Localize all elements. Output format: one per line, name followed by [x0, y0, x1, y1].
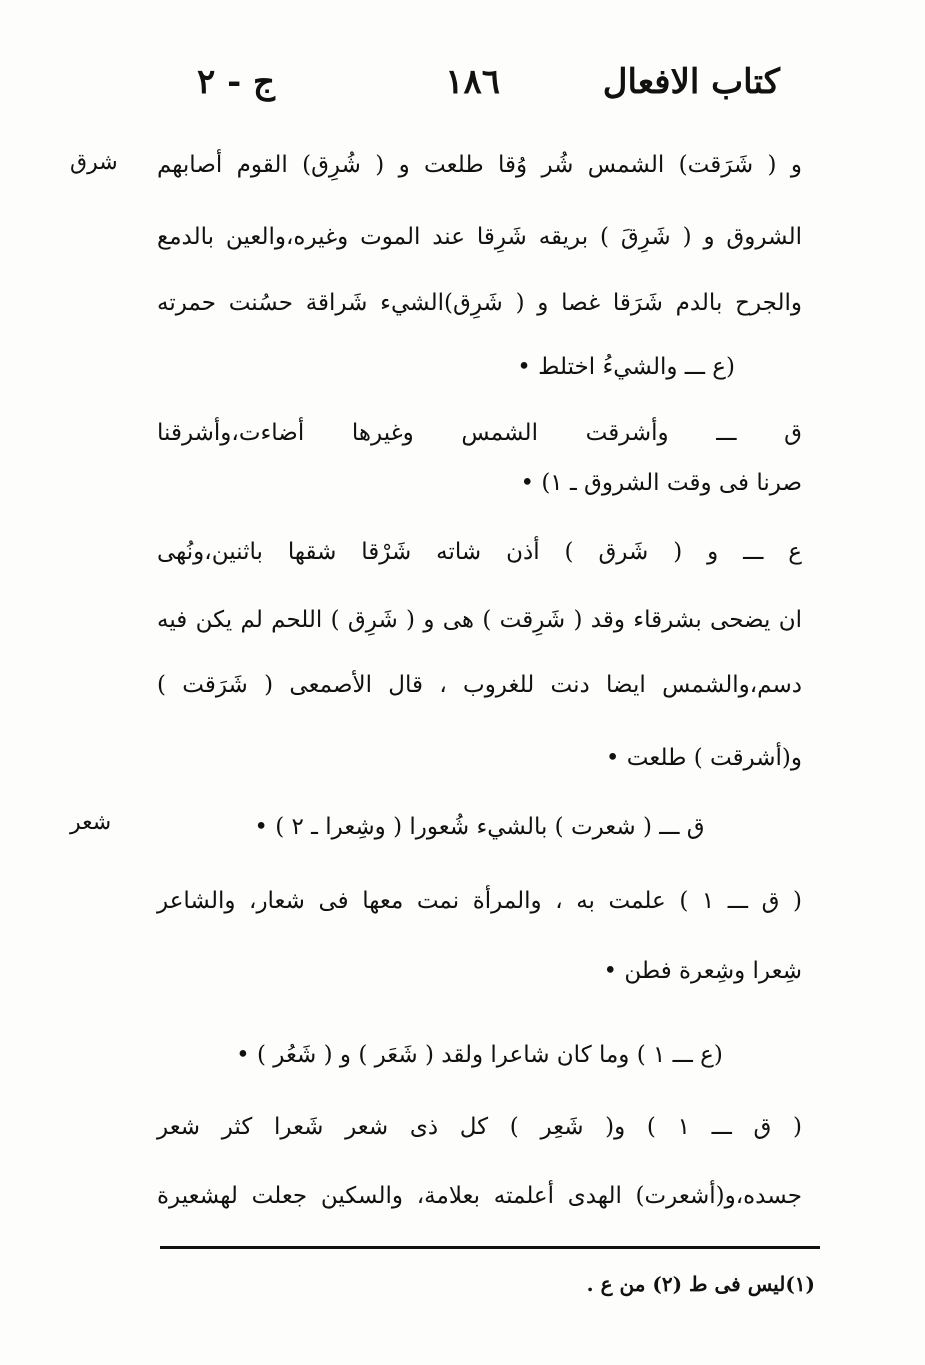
- footnote-divider: [160, 1246, 820, 1249]
- text-line: والجرح بالدم شَرَقا غصا و ( شَرِق)الشيء شَراقة حسُنت حمرته: [157, 290, 802, 316]
- text-line: ( ق ـــ ١ ) علمت به ، والمرأة نمت معها فى شعار، والشاعر: [157, 888, 802, 914]
- text-line: و(أشرقت ) طلعت •: [605, 745, 802, 771]
- text-line: (ع ـــ ١ ) وما كان شاعرا ولقد ( شَعَر ) و ( شَعُر ) •: [236, 1042, 723, 1068]
- text-line: و ( شَرَقت) الشمس شُر وُقا طلعت و ( شُرِق) القوم أصابهم: [157, 152, 802, 178]
- text-line: ان يضحى بشرقاء وقد ( شَرِقت ) هى و ( شَرِق ) اللحم لم يكن فيه: [157, 607, 802, 633]
- text-line: دسم،والشمس ايضا دنت للغروب ، قال الأصمعى ( شَرَقت ): [157, 672, 802, 698]
- text-line: الشروق و ( شَرِقَ ) بريقه شَرِقا عند الموت وغيره،والعين بالدمع: [157, 224, 802, 250]
- text-line: ق ـــ ( شعرت ) بالشيء شُعورا ( وشِعرا ـ ٢ ) •: [254, 814, 705, 840]
- footnote: (١)ليس فى ط (٢) من ع .: [586, 1272, 815, 1296]
- page-number: ١٨٦: [445, 62, 500, 102]
- text-line: صرنا فى وقت الشروق ـ ١) •: [520, 470, 802, 496]
- margin-root-shaar: شعر: [70, 810, 112, 835]
- text-line: ق ـــ وأشرقت الشمس وغيرها أضاءت،وأشرقنا: [157, 420, 802, 446]
- text-line: ( ق ـــ ١ ) و( شَعِر ) كل ذى شعر شَعرا كثر شعر: [157, 1114, 803, 1140]
- page-header: [180, 62, 780, 122]
- text-line: (ع ـــ والشيءُ اختلط •: [517, 354, 735, 380]
- text-line: جسده،و(أشعرت) الهدى أعلمته بعلامة، والسكين جعلت لهشعيرة: [157, 1183, 802, 1209]
- volume-label: ج - ٢: [197, 62, 275, 102]
- text-line: ع ـــ و ( شَرق ) أذن شاته شَرْقا شقها باثنين،ونُهى: [157, 539, 802, 565]
- text-line: شِعرا وشِعرة فطن •: [603, 958, 802, 984]
- book-title: كتاب الافعال: [602, 62, 780, 102]
- margin-root-sharq: شرق: [70, 150, 118, 175]
